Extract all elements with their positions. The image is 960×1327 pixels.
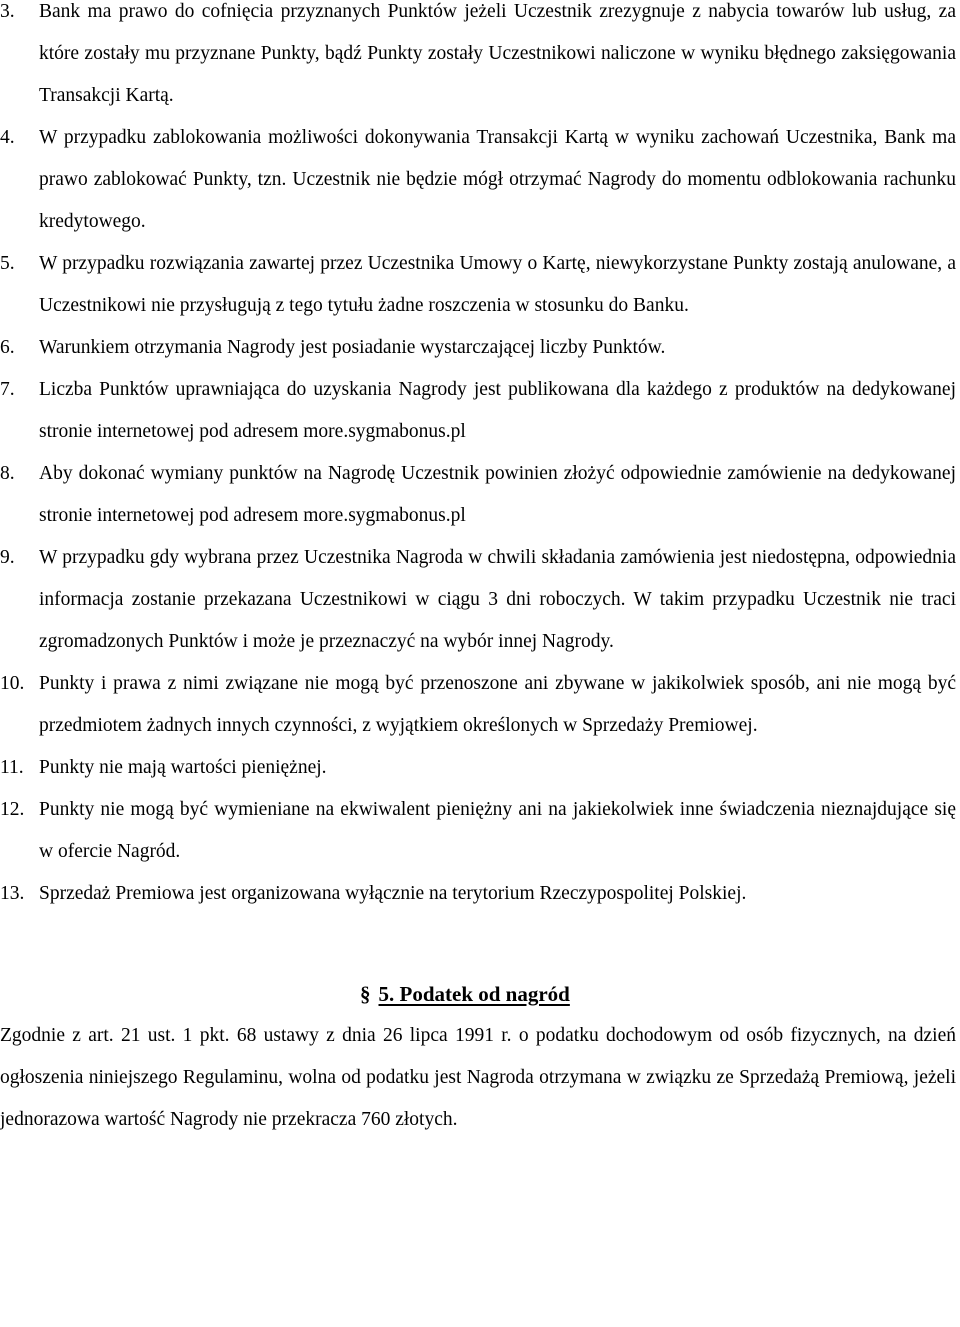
list-item (0, 369, 960, 453)
list-item (0, 243, 960, 327)
list-item (0, 663, 960, 747)
item-number: 4. (0, 127, 15, 148)
list-item (0, 747, 960, 789)
section-spacer (0, 915, 960, 973)
item-number: 13. (0, 883, 25, 904)
tax-paragraph: Zgodnie z art. 21 ust. 1 pkt. 68 ustawy z dnia 26 lipca 1991 r. o podatku dochodowym od osób fizycznych, na dzień ogłoszenia niniejszego Regulaminu, wolna od podatku jest Nagroda otrzymana w związku ze Sprzedażą Premiową, jeżeli jednorazowa wartość Nagrody nie przekracza 760 złotych. (0, 1025, 956, 1130)
item-number: 7. (0, 379, 15, 400)
item-text: Aby dokonać wymiany punktów na Nagrodę Uczestnik powinien złożyć odpowiednie zamówienie na dedykowanej stronie internetowej pod adresem more.sygmabonus.pl (39, 463, 956, 526)
item-number: 8. (0, 463, 15, 484)
item-text: W przypadku gdy wybrana przez Uczestnika Nagroda w chwili składania zamówienia jest niedostępna, odpowiednia informacja zostanie przekazana Uczestnikowi w ciągu 3 dni roboczych. W takim przypadku Uczestnik nie traci zgromadzonych Punktów i może je przeznaczyć na wybór innej Nagrody. (39, 547, 956, 652)
item-number: 10. (0, 673, 25, 694)
section-title: 5. Podatek od nagród (378, 982, 570, 1006)
item-number: 11. (0, 757, 24, 778)
section-heading (0, 973, 960, 1015)
list-item (0, 117, 960, 243)
section-sign: § (360, 982, 371, 1006)
item-number: 9. (0, 547, 15, 568)
item-text: Liczba Punktów uprawniająca do uzyskania Nagrody jest publikowana dla każdego z produktów na dedykowanej stronie internetowej pod adresem more.sygmabonus.pl (39, 379, 956, 442)
item-text: Punkty i prawa z nimi związane nie mogą być przenoszone ani zbywane w jakikolwiek sposób, ani nie mogą być przedmiotem żadnych innych czynności, z wyjątkiem określonych w Sprzedaży Premiowej. (39, 673, 956, 736)
item-number: 3. (0, 1, 15, 22)
list-item (0, 537, 960, 663)
list-item (0, 0, 960, 117)
item-text: Warunkiem otrzymania Nagrody jest posiadanie wystarczającej liczby Punktów. (39, 337, 666, 358)
item-text: W przypadku zablokowania możliwości dokonywania Transakcji Kartą w wyniku zachowań Uczestnika, Bank ma prawo zablokować Punkty, tzn. Uczestnik nie będzie mógł otrzymać Nagrody do momentu odblokowania rachunku kredytowego. (39, 127, 956, 232)
list-item (0, 327, 960, 369)
item-number: 5. (0, 253, 15, 274)
list-item (0, 789, 960, 873)
item-text: Punkty nie mają wartości pieniężnej. (39, 757, 327, 778)
item-text: Punkty nie mogą być wymieniane na ekwiwalent pieniężny ani na jakiekolwiek inne świadczenia nieznajdujące się w ofercie Nagród. (39, 799, 956, 862)
item-number: 6. (0, 337, 15, 358)
item-text: W przypadku rozwiązania zawartej przez Uczestnika Umowy o Kartę, niewykorzystane Punkty zostają anulowane, a Uczestnikowi nie przysługują z tego tytułu żadne roszczenia w stosunku do Banku. (39, 253, 956, 316)
item-text: Sprzedaż Premiowa jest organizowana wyłącznie na terytorium Rzeczypospolitej Polskiej. (39, 883, 747, 904)
list-item (0, 453, 960, 537)
item-number: 12. (0, 799, 25, 820)
list-item (0, 873, 960, 915)
item-text: Bank ma prawo do cofnięcia przyznanych Punktów jeżeli Uczestnik zrezygnuje z nabycia towarów lub usług, za które zostały mu przyznane Punkty, bądź Punkty zostały Uczestnikowi naliczone w wyniku błędnego zaksięgowania Transakcji Kartą. (39, 1, 956, 106)
